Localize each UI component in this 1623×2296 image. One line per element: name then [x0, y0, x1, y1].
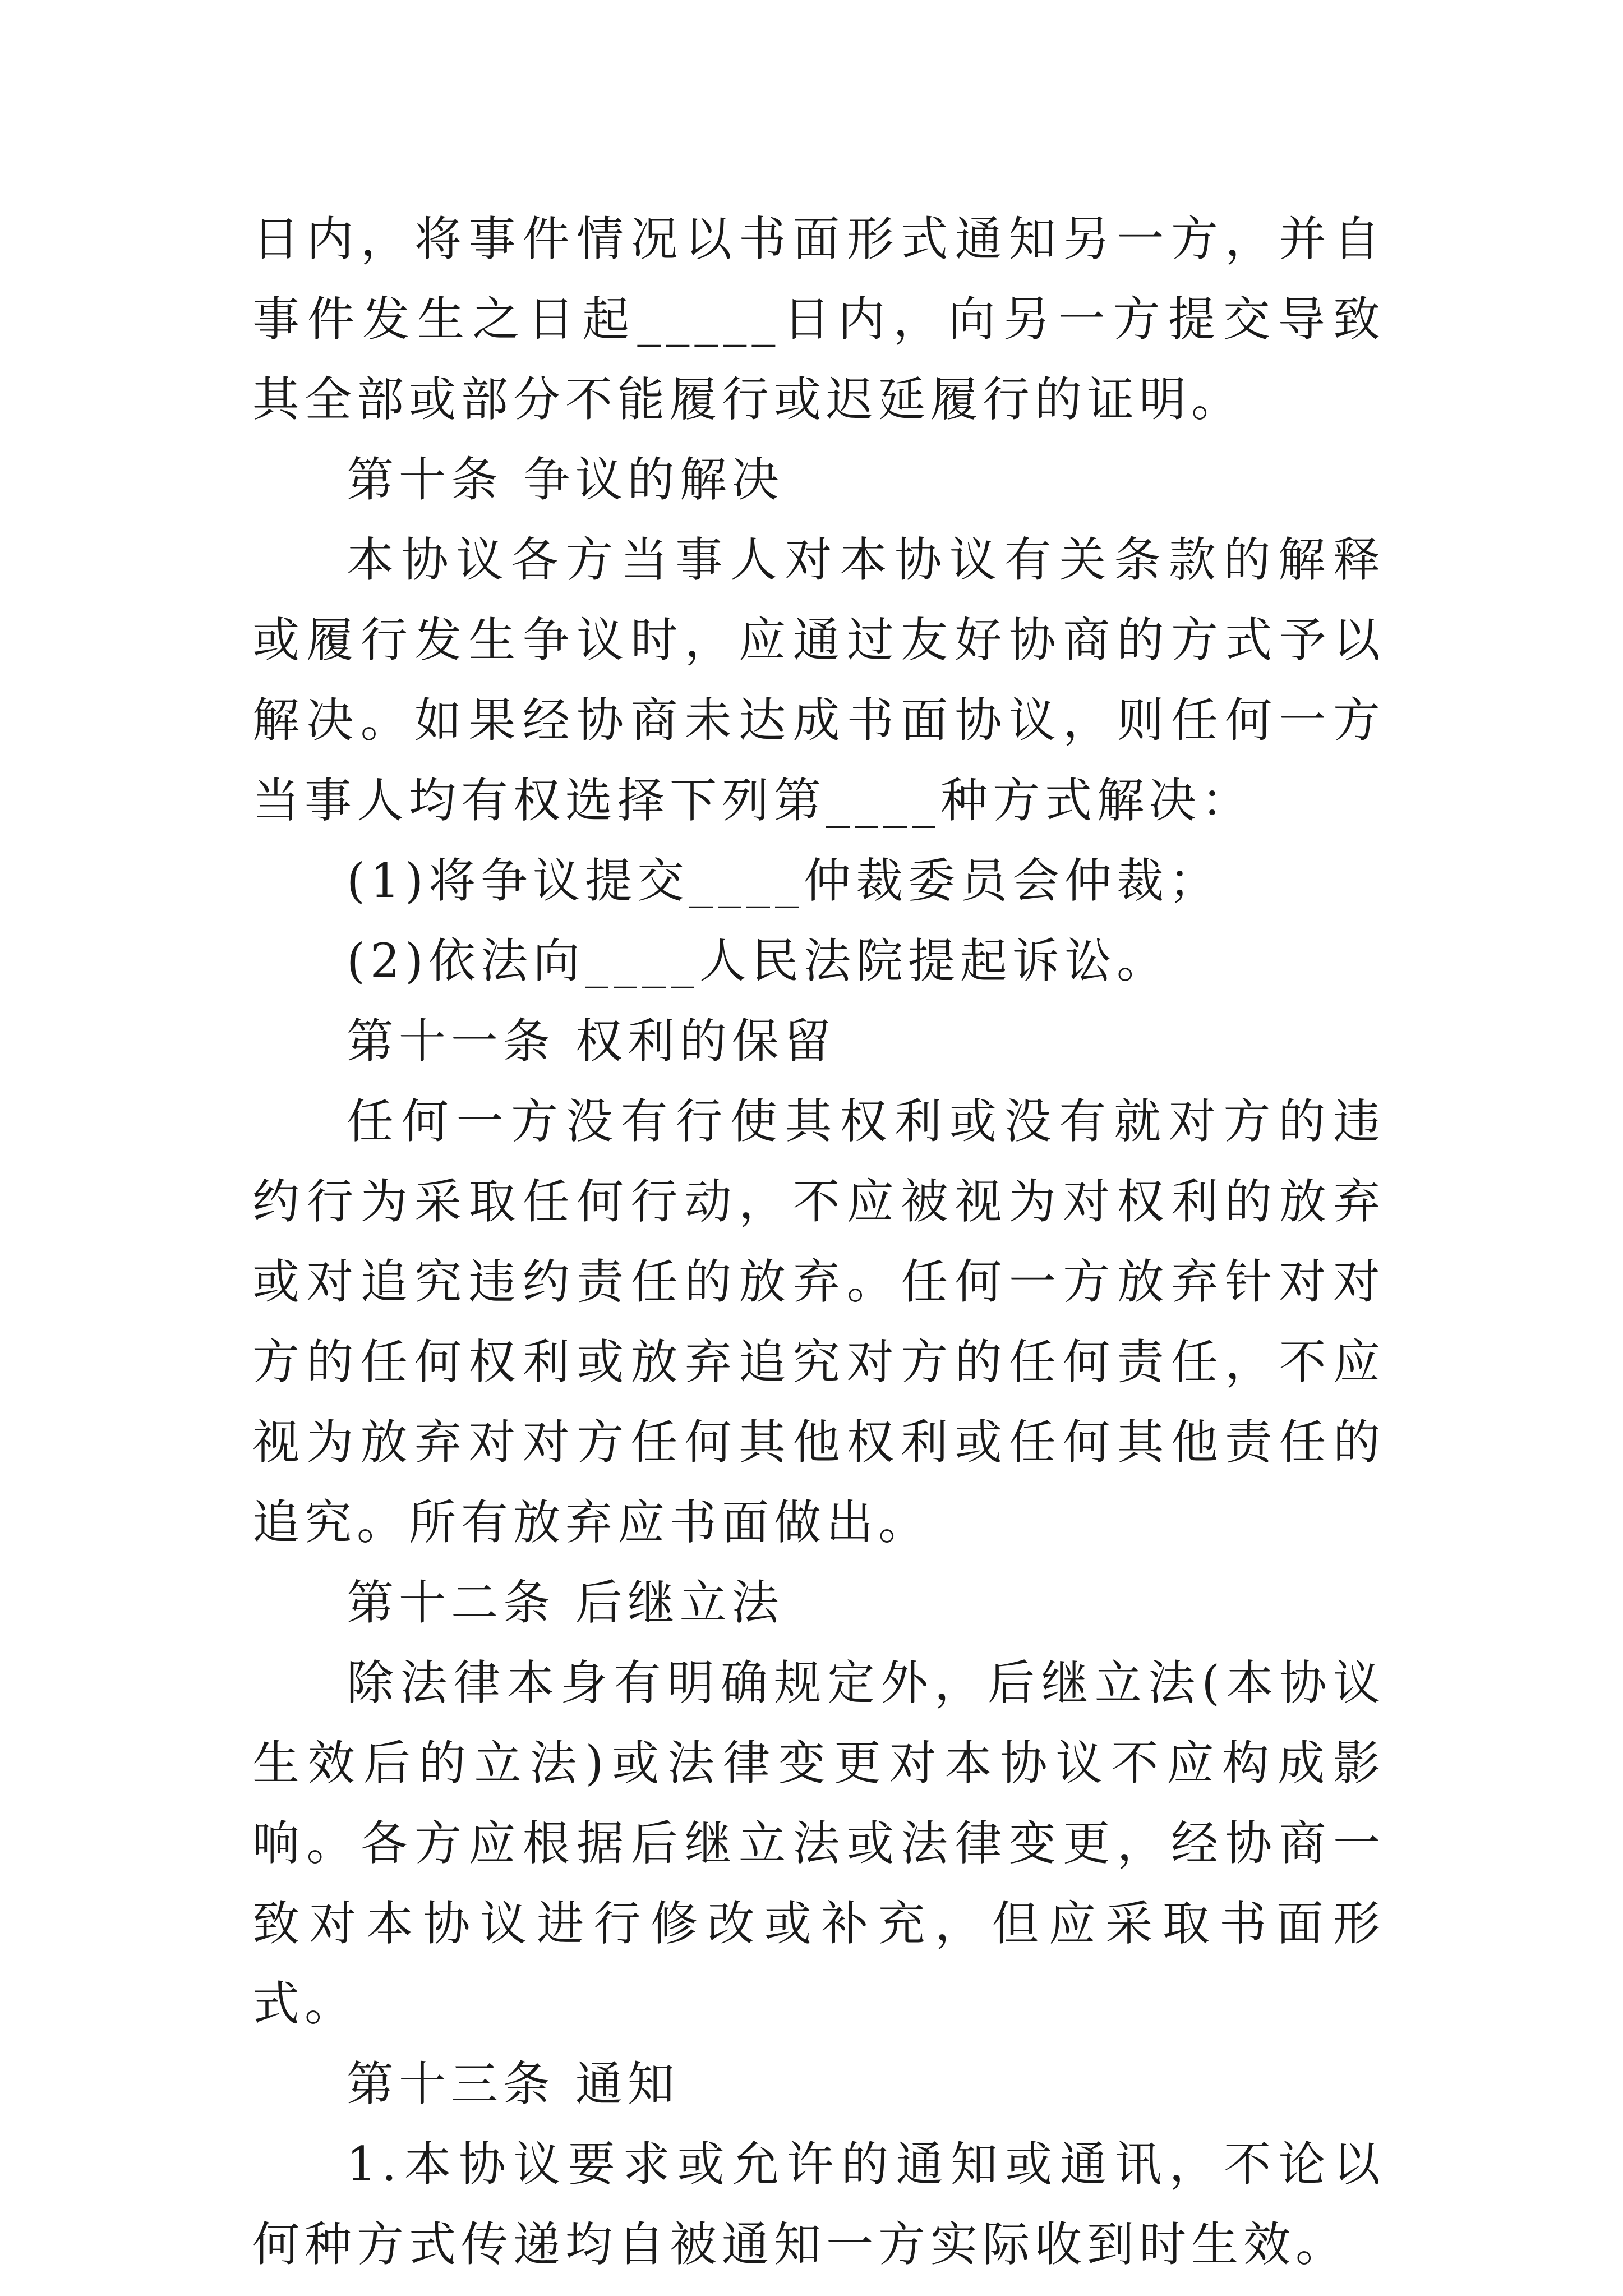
paragraph-subsequent-legislation: 除法律本身有明确规定外，后继立法(本协议生效后的立法)或法律变更对本协议不应构成影响。各方应根据后继立法或法律变更，经协商一致对本协议进行修改或补充，但应采取书面形式。 — [252, 1655, 1385, 2031]
paragraph-litigation-option: (2)依法向____人民法院提起诉讼。 — [347, 933, 1169, 988]
paragraph-dispute-resolution: 本协议各方当事人对本协议有关条款的解释或履行发生争议时，应通过友好协商的方式予以解决。如果经协商未达成书面协议，则任何一方当事人均有权选择下列第____种方式解决： — [252, 532, 1385, 828]
article-13-heading: 第十三条 通知 — [347, 2056, 680, 2111]
document-body — [252, 199, 1385, 2285]
paragraph-force-majeure-continued: 日内，将事件情况以书面形式通知另一方，并自事件发生之日起_____日内，向另一方提交导致其全部或部分不能履行或迟延履行的证明。 — [252, 211, 1385, 427]
article-11-heading: 第十一条 权利的保留 — [347, 1014, 836, 1069]
article-12-heading: 第十二条 后继立法 — [347, 1575, 784, 1630]
paragraph-arbitration-option: (1)将争议提交____仲裁委员会仲裁； — [347, 853, 1221, 908]
article-10-heading: 第十条 争议的解决 — [347, 452, 784, 507]
paragraph-notice-effectiveness: 1.本协议要求或允许的通知或通讯，不论以何种方式传递均自被通知一方实际收到时生效。 — [252, 2137, 1385, 2272]
paragraph-reservation-of-rights: 任何一方没有行使其权利或没有就对方的违约行为采取任何行动，不应被视为对权利的放弃或对追究违约责任的放弃。任何一方放弃针对对方的任何权利或放弃追究对方的任何责任，不应视为放弃对对方任何其他权利或任何其他责任的追究。所有放弃应书面做出。 — [252, 1094, 1385, 1550]
